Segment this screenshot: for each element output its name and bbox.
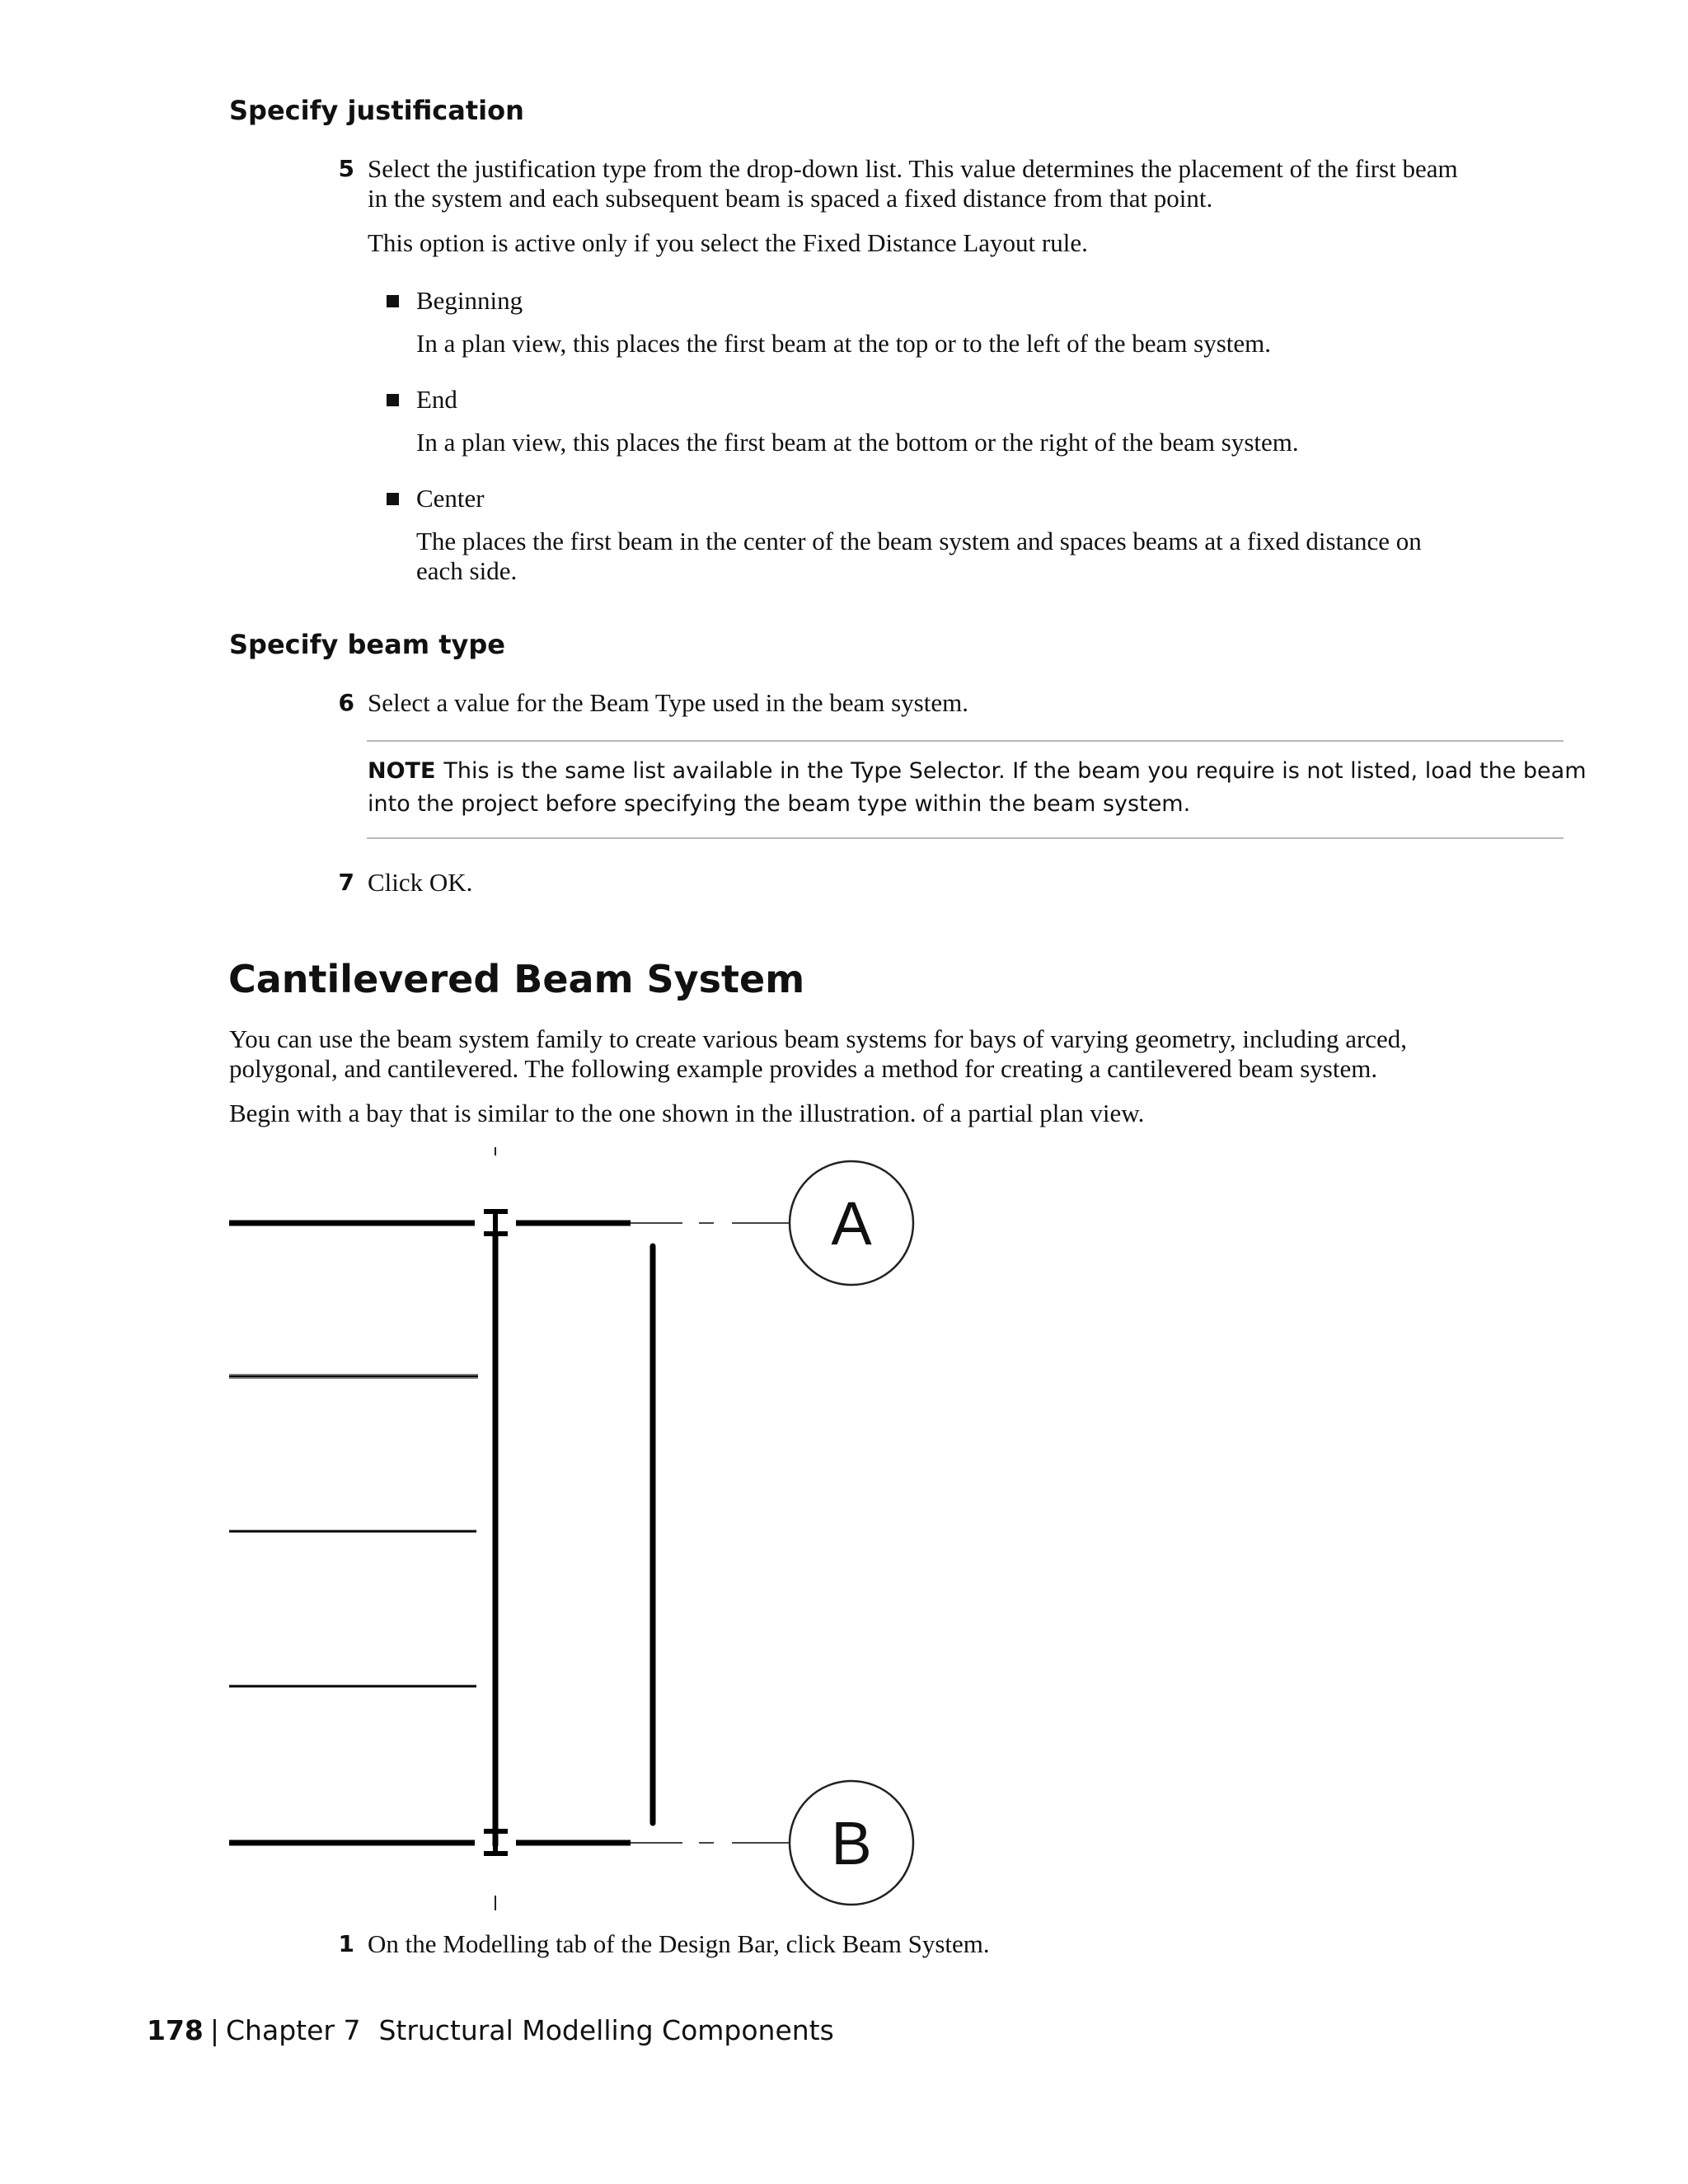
bullet-marker <box>387 295 399 307</box>
step-number-6: 6 <box>338 689 354 716</box>
option-beginning-label: Beginning <box>416 286 523 315</box>
step-number-5: 5 <box>338 155 354 182</box>
step-6-text: Select a value for the Beam Type used in the beam system. <box>368 688 968 717</box>
step-7-text: Click OK. <box>368 868 473 897</box>
footer-separator: | <box>209 2014 220 2046</box>
bullet-marker <box>387 394 399 406</box>
footer-chapter: Chapter 7 <box>226 2014 361 2046</box>
grid-label-b: B <box>831 1809 872 1877</box>
page-footer <box>147 2014 834 2047</box>
intro-paragraph-2: Begin with a bay that is similar to the one shown in the illustration. of a partial plan view. <box>229 1099 1145 1127</box>
step-5-availability-note: This option is active only if you select the Fixed Distance Layout rule. <box>368 228 1088 257</box>
partial-plan-view-figure <box>223 1141 931 1916</box>
option-beginning-description: In a plan view, this places the first beam at the top or to the left of the beam system. <box>416 329 1272 358</box>
note-line1 <box>368 755 1587 788</box>
column-symbol-bottom <box>484 1831 508 1854</box>
bullet-marker <box>387 493 399 505</box>
step-number-7: 7 <box>338 869 354 896</box>
note-label: NOTE <box>368 758 436 784</box>
option-center-label: Center <box>416 484 485 513</box>
note-top-rule <box>367 740 1564 742</box>
page-number: 178 <box>147 2014 204 2046</box>
footer-chapter-title: Structural Modelling Components <box>378 2014 834 2046</box>
step-1-text: On the Modelling tab of the Design Bar, click Beam System. <box>368 1929 990 1958</box>
step-5-text-line2: in the system and each subsequent beam is spaced a fixed distance from that point. <box>368 184 1213 213</box>
note-line2: into the project before specifying the beam type within the beam system. <box>368 791 1191 817</box>
option-center-description-line2: each side. <box>416 556 518 585</box>
option-center-description-line1: The places the first beam in the center of the beam system and spaces beams at a fixed distance on <box>416 527 1422 555</box>
heading-specify-beam-type: Specify beam type <box>229 629 505 660</box>
note-bottom-rule <box>367 837 1564 839</box>
option-end-label: End <box>416 385 457 414</box>
column-symbol-top <box>484 1212 508 1234</box>
grid-label-a: A <box>831 1189 872 1258</box>
step-number-1: 1 <box>338 1930 354 1957</box>
section-title-cantilevered-beam-system: Cantilevered Beam System <box>228 957 805 1001</box>
option-end-description: In a plan view, this places the first beam at the bottom or the right of the beam system. <box>416 428 1299 457</box>
intro-paragraph-line1: You can use the beam system family to create various beam systems for bays of varying geometry, including arced, <box>229 1024 1408 1053</box>
intro-paragraph-line2: polygonal, and cantilevered. The following example provides a method for creating a cantilevered beam system. <box>229 1054 1378 1083</box>
step-5-text-line1: Select the justification type from the drop-down list. This value determines the placement of the first beam <box>368 154 1458 183</box>
heading-specify-justification: Specify justification <box>229 95 524 126</box>
note-line1-text: This is the same list available in the Type Selector. If the beam you require is not listed, load the beam <box>443 758 1587 784</box>
